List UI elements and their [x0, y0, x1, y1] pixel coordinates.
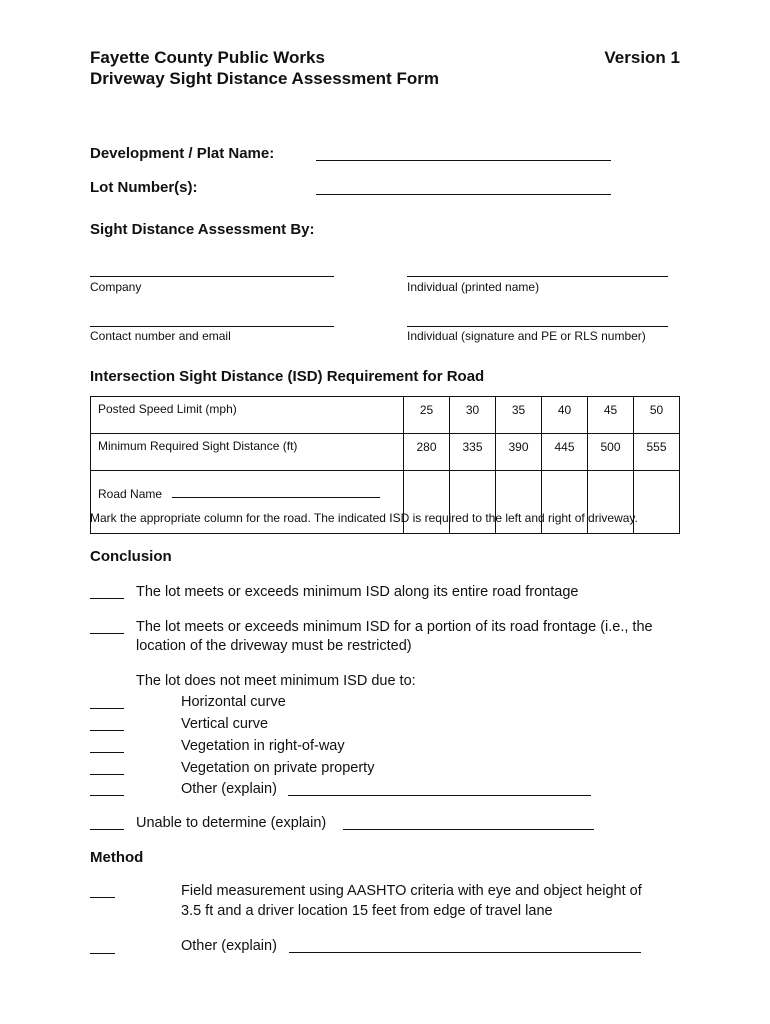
- speed-label: Posted Speed Limit (mph): [91, 397, 404, 434]
- conclusion-option-2-line1: The lot meets or exceeds minimum ISD for a portion of its road frontage (i.e., the: [136, 619, 653, 635]
- contact-label: Contact number and email: [90, 329, 231, 343]
- reason-blank-vertical[interactable]: [90, 730, 124, 731]
- company-field[interactable]: [90, 276, 334, 277]
- mark-cell[interactable]: [634, 471, 680, 534]
- reason-blank-other[interactable]: [90, 795, 124, 796]
- method-field-line2: 3.5 ft and a driver location 15 feet from edge of travel lane: [181, 903, 553, 919]
- lot-field[interactable]: [316, 194, 611, 195]
- unable-label: Unable to determine (explain): [136, 815, 327, 831]
- conclusion-blank-1[interactable]: [90, 598, 124, 599]
- speed-cell: 50: [634, 397, 680, 434]
- method-other-blank[interactable]: [90, 953, 115, 954]
- road-name-label: Road Name: [98, 487, 163, 501]
- form-title: Driveway Sight Distance Assessment Form: [90, 69, 439, 88]
- development-label: Development / Plat Name:: [90, 145, 275, 162]
- reason-vegetation-row: Vegetation in right-of-way: [181, 738, 345, 754]
- contact-field[interactable]: [90, 326, 334, 327]
- speed-cell: 45: [588, 397, 634, 434]
- distance-label: Minimum Required Sight Distance (ft): [91, 434, 404, 471]
- conclusion-blank-2[interactable]: [90, 633, 124, 634]
- reason-other-field[interactable]: [288, 795, 591, 796]
- method-field-blank[interactable]: [90, 897, 115, 898]
- table-row: [91, 434, 680, 471]
- individual-printed-field[interactable]: [407, 276, 668, 277]
- method-field-line1: Field measurement using AASHTO criteria with eye and object height of: [181, 883, 642, 899]
- org-name: Fayette County Public Works: [90, 48, 325, 67]
- distance-cell: 335: [450, 434, 496, 471]
- distance-cell: 500: [588, 434, 634, 471]
- reason-blank-private[interactable]: [90, 774, 124, 775]
- assessment-heading: Sight Distance Assessment By:: [90, 221, 315, 238]
- individual-signature-label: Individual (signature and PE or RLS number): [407, 329, 646, 343]
- speed-cell: 35: [496, 397, 542, 434]
- version-label: Version 1: [604, 48, 680, 67]
- method-other-label: Other (explain): [181, 938, 277, 954]
- reason-vertical-curve: Vertical curve: [181, 716, 269, 732]
- reason-other-label: Other (explain): [181, 781, 277, 797]
- individual-printed-label: Individual (printed name): [407, 280, 540, 294]
- speed-cell: 40: [542, 397, 588, 434]
- speed-cell: 30: [450, 397, 496, 434]
- development-field[interactable]: [316, 160, 611, 161]
- isd-heading: Intersection Sight Distance (ISD) Requirement for Road: [90, 368, 485, 385]
- unable-blank[interactable]: [90, 829, 124, 830]
- method-other-field[interactable]: [289, 952, 641, 953]
- distance-cell: 390: [496, 434, 542, 471]
- conclusion-option-1: The lot meets or exceeds minimum ISD along its entire road frontage: [136, 584, 579, 600]
- reason-blank-horizontal[interactable]: [90, 708, 124, 709]
- distance-cell: 445: [542, 434, 588, 471]
- speed-cell: 25: [404, 397, 450, 434]
- table-row: [91, 397, 680, 434]
- reason-vegetation-private: Vegetation on private property: [181, 760, 375, 776]
- reason-horizontal-curve: Horizontal curve: [181, 694, 286, 710]
- isd-note: Mark the appropriate column for the road. The indicated ISD is required to the left and right of driveway.: [90, 511, 638, 525]
- company-label: Company: [90, 280, 142, 294]
- conclusion-heading: Conclusion: [90, 548, 172, 565]
- not-meet-label: The lot does not meet minimum ISD due to:: [136, 673, 416, 689]
- unable-field[interactable]: [343, 829, 594, 830]
- conclusion-option-2-line2: location of the driveway must be restricted): [136, 638, 412, 654]
- distance-cell: 280: [404, 434, 450, 471]
- individual-signature-field[interactable]: [407, 326, 668, 327]
- road-name-field[interactable]: [172, 487, 380, 498]
- reason-blank-row[interactable]: [90, 752, 124, 753]
- lot-label: Lot Number(s):: [90, 179, 198, 196]
- method-heading: Method: [90, 849, 144, 866]
- distance-cell: 555: [634, 434, 680, 471]
